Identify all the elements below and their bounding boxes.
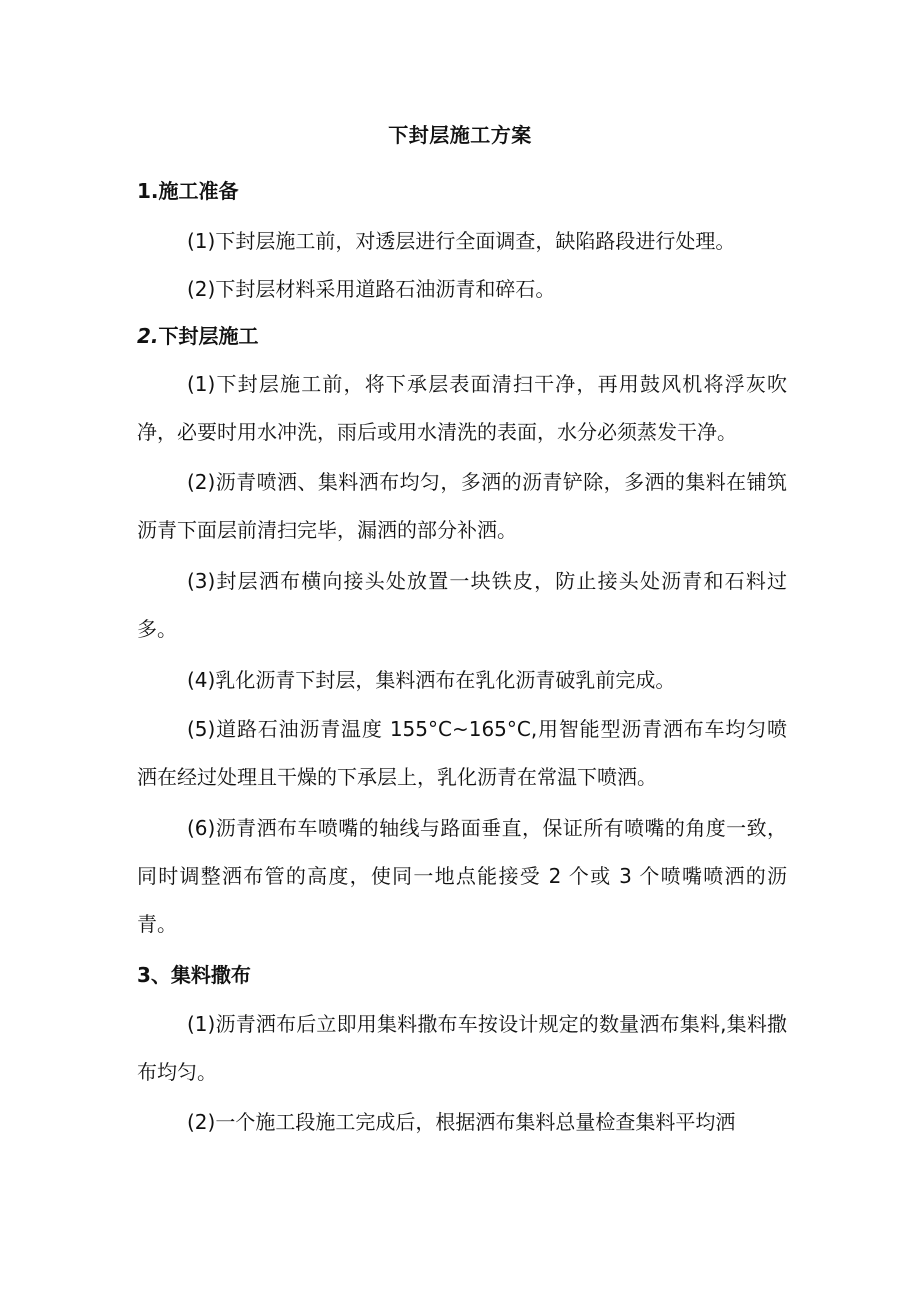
paragraph: (3)封层洒布横向接头处放置一块铁皮，防止接头处沥青和石料过多。 [137, 569, 787, 641]
section-heading-1 [137, 178, 239, 204]
paragraph: (1)沥青洒布后立即用集料撒布车按设计规定的数量洒布集料,集料撒布均匀。 [137, 1012, 787, 1084]
paragraph: (2)下封层材料采用道路石油沥青和碎石。 [187, 277, 556, 301]
section-heading-3 [137, 962, 251, 988]
paragraph: (4)乳化沥青下封层，集料洒布在乳化沥青破乳前完成。 [187, 668, 676, 692]
section-title: 施工准备 [158, 179, 239, 203]
section-number: 3、 [137, 963, 171, 987]
paragraph: (5)道路石油沥青温度 155°C~165°C,用智能型沥青洒布车均匀喷洒在经过处理且干燥的下承层上，乳化沥青在常温下喷洒。 [137, 717, 787, 789]
paragraph: (6)沥青洒布车喷嘴的轴线与路面垂直，保证所有喷嘴的角度一致，同时调整洒布管的高度，使同一地点能接受 2 个或 3 个喷嘴喷洒的沥青。 [137, 816, 787, 936]
section-number: 1. [137, 179, 159, 203]
paragraph: (1)下封层施工前，将下承层表面清扫干净，再用鼓风机将浮灰吹净，必要时用水冲洗，雨后或用水清洗的表面，水分必须蒸发干净。 [137, 372, 787, 444]
paragraph: (2)一个施工段施工完成后，根据洒布集料总量检查集料平均洒 [187, 1110, 736, 1134]
paragraph: (1)下封层施工前，对透层进行全面调查，缺陷路段进行处理。 [187, 229, 736, 253]
section-heading-2 [137, 323, 259, 349]
paragraph: (2)沥青喷洒、集料洒布均匀，多洒的沥青铲除，多洒的集料在铺筑沥青下面层前清扫完毕，漏洒的部分补洒。 [137, 470, 787, 542]
section-number: 2. [137, 324, 159, 348]
document-title: 下封层施工方案 [388, 123, 532, 147]
section-title: 集料撒布 [170, 963, 251, 987]
section-title: 下封层施工 [158, 324, 259, 348]
